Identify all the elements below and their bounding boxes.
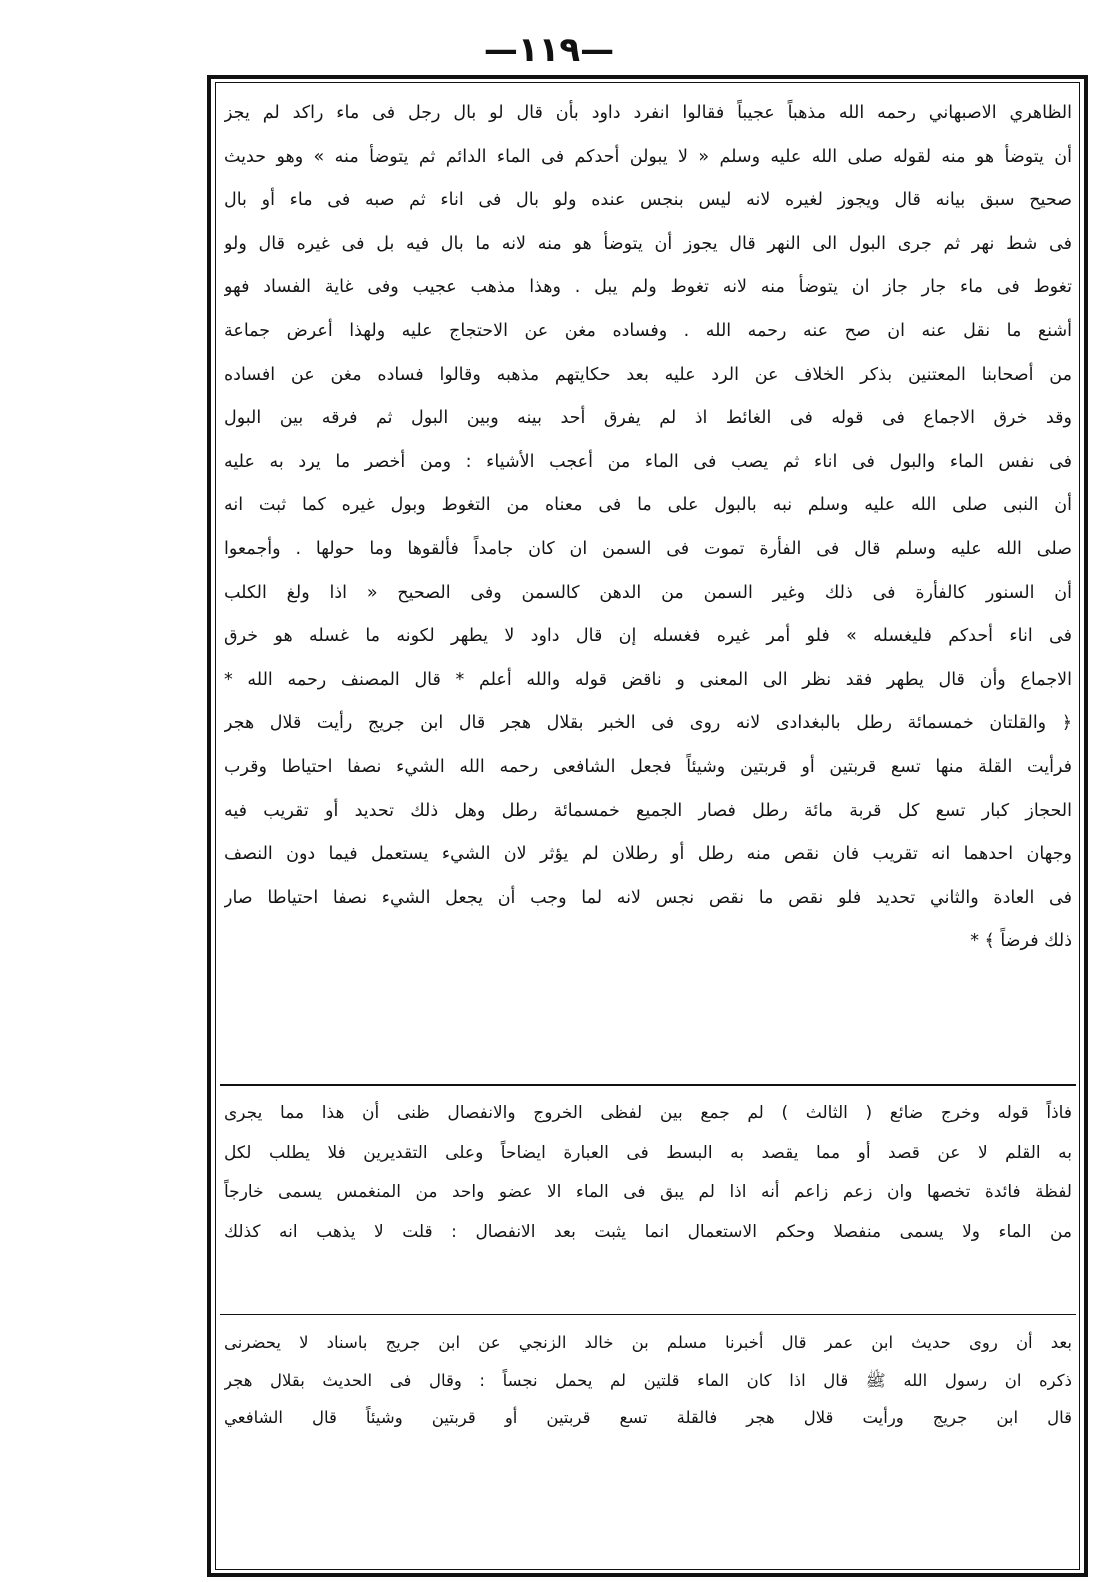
main-text-line: الظاهري الاصبهاني رحمه الله مذهباً عجيباً فقالوا انفرد داود بأن قال لو بال رجل فى ماء راكد لم يجز	[224, 103, 1072, 123]
footnote-divider	[220, 1084, 1076, 1086]
main-text-line: صلى الله عليه وسلم قال فى الفأرة تموت فى السمن ان كان جامداً فألقوها وما حولها . وأجمعوا	[224, 538, 1072, 559]
main-text-line: فى نفس الماء والبول فى اناء ثم يصب فى الماء من أعجب الأشياء : ومن أخصر ما يرد به عليه	[224, 451, 1072, 472]
main-text-line: ﴿ والقلتان خمسمائة رطل بالبغدادى لانه روى فى الخبر بقلال هجر قال ابن جريج رأيت قلال هجر	[224, 713, 1072, 734]
main-text-line: أشنع ما نقل عنه ان صح عنه رحمه الله . وفساده مغن عن الاحتجاج عليه ولهذا أعرض جماعة	[224, 320, 1072, 341]
footnote-line: ذكره ان رسول الله ﷺ قال اذا كان الماء قلتين لم يحمل نجساً : وقال فى الحديث بقلال هجر	[224, 1370, 1072, 1390]
main-text-line: أن السنور كالفأرة فى ذلك وغير السمن من الدهن كالسمن وفى الصحيح « اذا ولغ الكلب	[224, 582, 1072, 603]
footnote-line: قال ابن جريج ورأيت قلال هجر فالقلة تسع قربتين أو قربتين وشيئاً قال الشافعي	[224, 1408, 1072, 1427]
main-text-line: وجهان احدهما انه تقريب فان نقص منه رطل أو رطلان لم يؤثر لان الشيء يستعمل فيما دون النصف	[224, 844, 1072, 865]
main-text-line: أن النبى صلى الله عليه وسلم نبه بالبول على ما فى معناه من التغوط وبول غيره كما ثبت انه	[224, 495, 1072, 516]
footnote-line: لفظة فائدة تخصها وان زعم زاعم أنه اذا لم يبق فى الماء الا عضو واحد من المنغمس يسمى خارجاً	[224, 1182, 1072, 1202]
footnote-line: فاذاً قوله وخرج ضائع ( الثالث ) لم جمع بين لفظى الخروج والانفصال ظنى أن هذا مما يجرى	[224, 1103, 1072, 1123]
footnote-takhrij	[224, 1324, 1072, 1437]
footnote-divider	[220, 1314, 1076, 1315]
main-text-line: فى العادة والثاني تحديد فلو نقص ما نقص نجس لانه لما وجب أن يجعل الشيء نصفا احتياطا صار	[224, 887, 1072, 908]
main-text-line: صحيح سبق بيانه قال ويجوز لغيره لانه ليس بنجس عنده ولو بال فى اناء ثم صبه فى ماء أو بال	[224, 190, 1072, 211]
main-text	[224, 92, 1072, 964]
main-text-line: فرأيت القلة منها تسع قربتين أو قربتين وشيئاً فجعل الشافعى رحمه الله الشيء نصفا احتياطا وقرب	[224, 756, 1072, 777]
footnote-line: من الماء ولا يسمى منفصلا وحكم الاستعمال انما يثبت بعد الانفصال : قلت لا يذهب انه كذلك	[224, 1221, 1072, 1242]
main-text-line: من أصحابنا المعتنين بذكر الخلاف عن الرد عليه بعد حكايتهم مذهبه وقالوا فساده مغن عن افساده	[224, 364, 1072, 385]
main-text-line: أن يتوضأ هو منه لقوله صلى الله عليه وسلم « لا يبولن أحدكم فى الماء الدائم ثم يتوضأ منه » وهو حديث	[224, 146, 1072, 167]
footnote-commentary	[224, 1094, 1072, 1252]
main-text-line: ذلك فرضاً ﴾ *	[970, 931, 1072, 952]
page-number: —١١٩—	[483, 30, 615, 70]
main-text-line: تغوط فى ماء جار جاز ان يتوضأ منه لانه تغوط ولم يبل . وهذا مذهب عجيب وفى غاية الفساد فهو	[224, 277, 1072, 298]
main-text-line: الحجاز كبار تسع كل قربة مائة رطل فصار الجميع خمسمائة رطل وهل ذلك تحديد أو تقريب فيه	[224, 800, 1072, 821]
footnote-line: به القلم لا عن قصد أو مما يقصد به البسط فى العبارة ايضاحاً وعلى التقديرين فلا يطلب لكل	[224, 1142, 1072, 1163]
main-text-line: فى اناء أحدكم فليغسله » فلو أمر غيره فغسله إن قال داود لا يطهر لكونه ما غسله هو خرق	[224, 626, 1072, 647]
main-text-line: الاجماع وأن قال يطهر فقد نظر الى المعنى و ناقض قوله والله أعلم * قال المصنف رحمه الله *	[224, 669, 1072, 690]
main-text-line: فى شط نهر ثم جرى البول الى النهر قال يجوز أن يتوضأ هو منه لانه ما بال فيه بل فى غيره قال ولو	[224, 233, 1072, 254]
footnote-line: بعد أن روى حديث ابن عمر قال أخبرنا مسلم بن خالد الزنجي عن ابن جريج باسناد لا يحضرنى	[224, 1333, 1072, 1352]
main-text-line: وقد خرق الاجماع فى قوله فى الغائط اذ لم يفرق أحد بينه وبين البول ثم فرقه بين البول	[224, 408, 1072, 429]
